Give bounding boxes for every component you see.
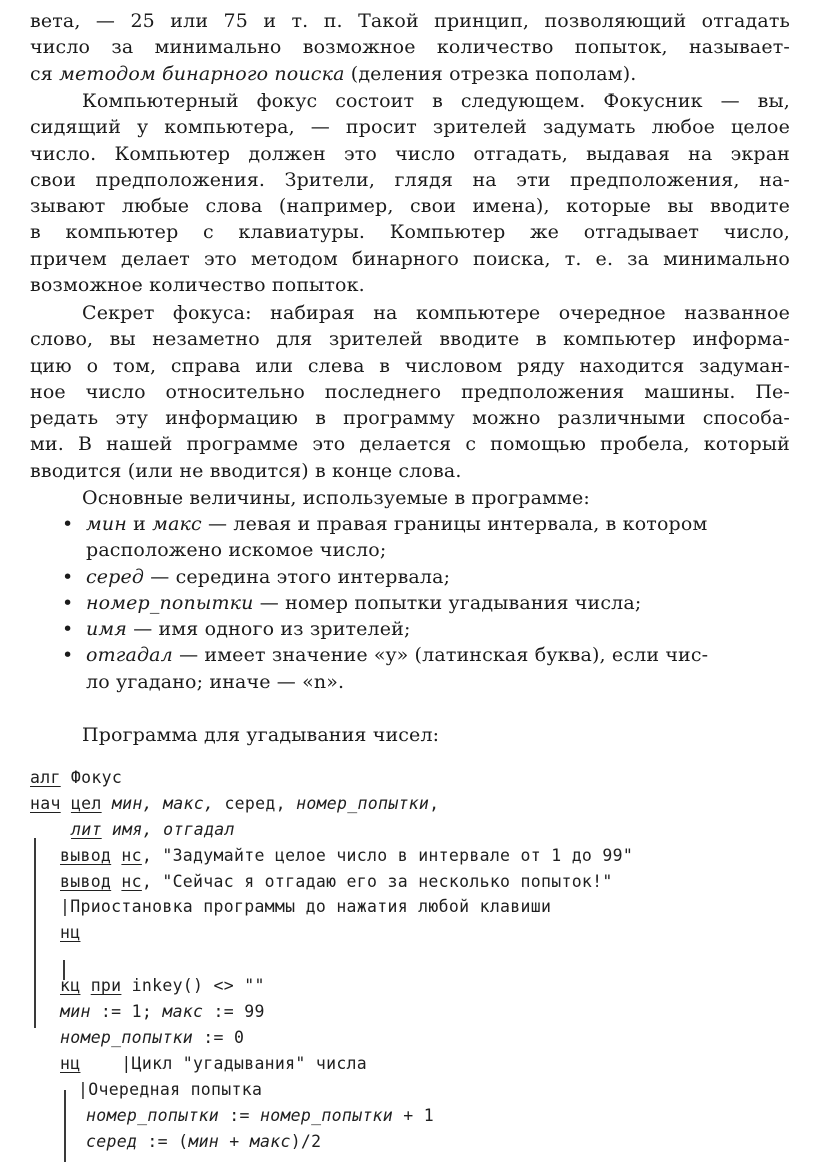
code-text: := ( [137,1132,189,1151]
code-keyword: вывод [60,872,112,891]
block-bar [34,838,36,1028]
text-fragment: (деления отрезка пополам). [344,62,637,85]
code-text: , "Сейчас я отгадаю его за несколько попыток!" [141,872,613,891]
text-fragment: и [126,513,153,535]
text-fragment: — номер попытки угадывания числа; [253,591,642,614]
text-line: число за минимально возможное количество попыток, называет- [30,36,790,59]
code-keyword: нач [30,794,61,813]
code-keyword: нс [121,846,142,865]
code-line [60,871,613,893]
code-keyword: лит [71,820,102,839]
code-text: := [219,1106,260,1125]
code-line [60,1053,367,1075]
code-text: := 99 [203,1002,265,1021]
code-line [86,1105,434,1127]
code-keyword: кц [60,976,81,995]
code-text: := 0 [193,1028,245,1047]
code-keyword: вывод [60,846,112,865]
bullet-icon: • [62,513,74,535]
text-fragment: — середина этого интервала; [144,565,451,588]
text-line: вета, — 25 или 75 и т. п. Такой принцип, позволяющий отгадать [30,10,790,32]
code-keyword: цел [70,794,102,813]
text-line: слово, вы незаметно для зрителей вводите в компьютер информа- [30,328,790,351]
term-min: мин [86,513,127,535]
text-line: в компьютер с клавиатуры. Компьютер же отгадывает число, [30,221,790,244]
code-vars: номер_попытки [86,1106,220,1125]
code-keyword: нц [60,1054,81,1073]
term-mid: серед [86,565,145,588]
text-line: Секрет фокуса: набирая на компьютере очередное названное [82,302,790,324]
bullet-icon: • [62,644,74,667]
text-line: сидящий у компьютера, — просит зрителей задумать любое целое [30,116,790,139]
text-line: вводится (или не вводится) в конце слова. [30,459,462,482]
text-line: возможное количество попыток. [30,274,365,297]
code-vars: мин [60,1002,91,1021]
code-line [60,922,80,944]
code-text: серед, [224,794,297,813]
text-line: редать эту информацию в программу можно различными способа- [30,407,790,430]
code-keyword: при [90,976,122,995]
text-line: цию о том, справа или слева в числовом ряду находится задуман- [30,354,790,377]
bullet-icon: • [62,565,74,588]
code-vars: номер_попытки [296,794,430,813]
code-text: + [219,1132,250,1151]
bullet-icon: • [62,618,74,641]
text-line: Компьютерный фокус состоит в следующем. Фокусник — вы, [82,90,790,112]
code-comment: |Приостановка программы до нажатия любой клавиши [60,897,552,916]
text-fragment: ся [30,62,60,85]
code-comment: |Очередная попытка [78,1080,263,1099]
block-bar [64,1090,66,1162]
code-keyword: алг [30,768,61,787]
code-keyword: нц [60,923,81,942]
text-fragment: — имя одного из зрителей; [127,618,411,641]
code-comment: |Цикл "угадывания" числа [80,1054,368,1073]
code-text: , [429,794,440,813]
text-line: число. Компьютер должен это число отгадать, выдавая на экран [30,142,790,165]
code-line [60,1027,244,1049]
code-vars: мин [188,1132,220,1151]
term-binary-search: методом бинарного поиска [59,62,345,85]
text-line: Основные величины, используемые в программе: [82,487,590,509]
text-line: причем делает это методом бинарного поиска, т. е. за минимально [30,247,790,270]
code-text: Фокус [60,768,123,787]
code-vars: мин, макс, [101,794,225,813]
text-line: зывают любые слова (например, свои имена), которые вы вводите [30,195,790,218]
text-line: ми. В нашей программе это делается с помощью пробела, который [30,433,790,456]
term-name: имя [86,618,128,641]
code-vars: имя, отгадал [101,820,235,839]
code-line [60,896,551,918]
code-vars: номер_попытки [259,1106,394,1125]
text-fragment: — имеет значение «y» (латинская буква), если чис- [172,644,709,667]
text-line: свои предположения. Зрители, глядя на эти предположения, на- [30,168,790,191]
code-line [86,1131,321,1153]
text-line: ное число относительно последнего предположения машины. Пе- [30,380,790,403]
term-guessed: отгадал [86,644,173,667]
code-line [60,975,265,997]
code-vars: макс [249,1132,291,1151]
term-max: макс [152,513,202,535]
code-line [30,767,122,789]
text-line: ло угадано; иначе — «n». [86,670,345,693]
code-text: , "Задумайте целое число в интервале от 1 до 99" [141,846,634,865]
term-attempt-number: номер_попытки [86,591,254,614]
code-vars: серед [86,1132,138,1151]
text-line: расположено искомое число; [86,539,387,562]
code-line [71,819,235,841]
bullet-icon: • [62,591,74,614]
code-line [78,1079,262,1101]
code-line [60,1001,265,1023]
text-fragment: — левая и правая границы интервала, в котором [201,513,708,535]
code-text: )/2 [290,1132,322,1151]
code-vars: номер_попытки [60,1028,194,1047]
code-text: inkey() <> "" [121,976,265,995]
code-vars: макс [162,1002,204,1021]
code-line [30,793,439,815]
code-text: := 1; [90,1002,163,1021]
heading-text: Программа для угадывания чисел: [82,724,440,746]
code-keyword: нс [121,872,142,891]
code-text: + 1 [393,1106,434,1125]
code-line [60,845,633,867]
